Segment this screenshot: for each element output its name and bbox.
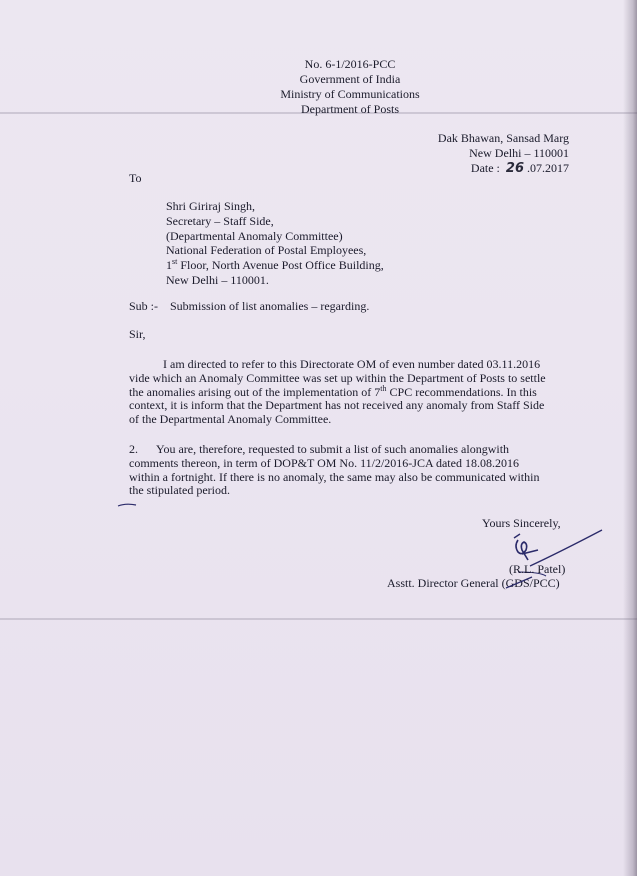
strike-through-icon	[504, 574, 534, 592]
paragraph-line: I am directed to refer to this Directorate OM of even number dated 03.11.2016	[163, 357, 541, 371]
signatory-designation: Asstt. Director General (GDS/PCC)	[387, 576, 560, 590]
paragraph-1	[129, 358, 581, 427]
paper-edge-shadow	[623, 0, 637, 876]
recipient-address	[166, 199, 384, 288]
to-label: To	[129, 171, 142, 185]
ministry-name: Ministry of Communications	[280, 87, 420, 101]
recipient-name: Shri Giriraj Singh,	[166, 199, 255, 213]
paragraph-line: context, it is inform that the Department has not received any anomaly from Staff Side	[129, 398, 545, 413]
signatory-name: (R.L. Patel)	[509, 562, 566, 576]
department-name: Department of Posts	[301, 102, 399, 116]
recipient-building: 1st Floor, North Avenue Post Office Building,	[166, 257, 384, 273]
paragraph-line: within a fortnight. If there is no anomaly, the same may also be communicated within	[129, 469, 540, 484]
government-name: Government of India	[299, 72, 401, 86]
recipient-federation: National Federation of Postal Employees,	[166, 243, 367, 258]
sender-city: New Delhi – 110001	[469, 146, 569, 160]
recipient-designation: Secretary – Staff Side,	[166, 213, 274, 228]
sender-address	[438, 131, 569, 176]
struck-text: GDS	[505, 576, 530, 590]
paragraph-line: the stipulated period.	[129, 483, 230, 498]
paragraph-line: vide which an Anomaly Committee was set up within the Department of Posts to settle	[129, 370, 546, 385]
date-label: Date :	[470, 161, 500, 175]
reference-number: No. 6-1/2016-PCC	[304, 57, 396, 71]
sender-address-line: Dak Bhawan, Sansad Marg	[437, 131, 569, 145]
subject-text: Submission of list anomalies – regarding.	[170, 299, 370, 313]
letterhead	[240, 57, 460, 117]
closing-salutation: Yours Sincerely,	[482, 516, 561, 530]
salutation: Sir,	[129, 327, 146, 341]
pen-mark-icon	[116, 500, 138, 510]
recipient-committee: (Departmental Anomaly Committee)	[166, 228, 343, 243]
date-day-handwritten: 26	[505, 161, 524, 176]
paragraph-2	[129, 443, 581, 498]
paragraph-number: 2.	[129, 442, 138, 456]
letter-date	[438, 161, 569, 176]
paper-fold-line	[0, 618, 637, 620]
recipient-city: New Delhi – 110001.	[166, 272, 269, 287]
paragraph-line: of the Departmental Anomaly Committee.	[129, 412, 332, 427]
subject-label: Sub :-	[129, 299, 159, 313]
paragraph-line: 2. You are, therefore, requested to submit a list of such anomalies alongwith	[129, 442, 510, 456]
paragraph-line: comments thereon, in term of DOP&T OM No. 11/2/2016-JCA dated 18.08.2016	[129, 455, 519, 470]
paragraph-line: the anomalies arising out of the implementation of 7th CPC recommendations. In this	[129, 383, 537, 399]
date-month-year: .07.2017	[527, 161, 569, 175]
